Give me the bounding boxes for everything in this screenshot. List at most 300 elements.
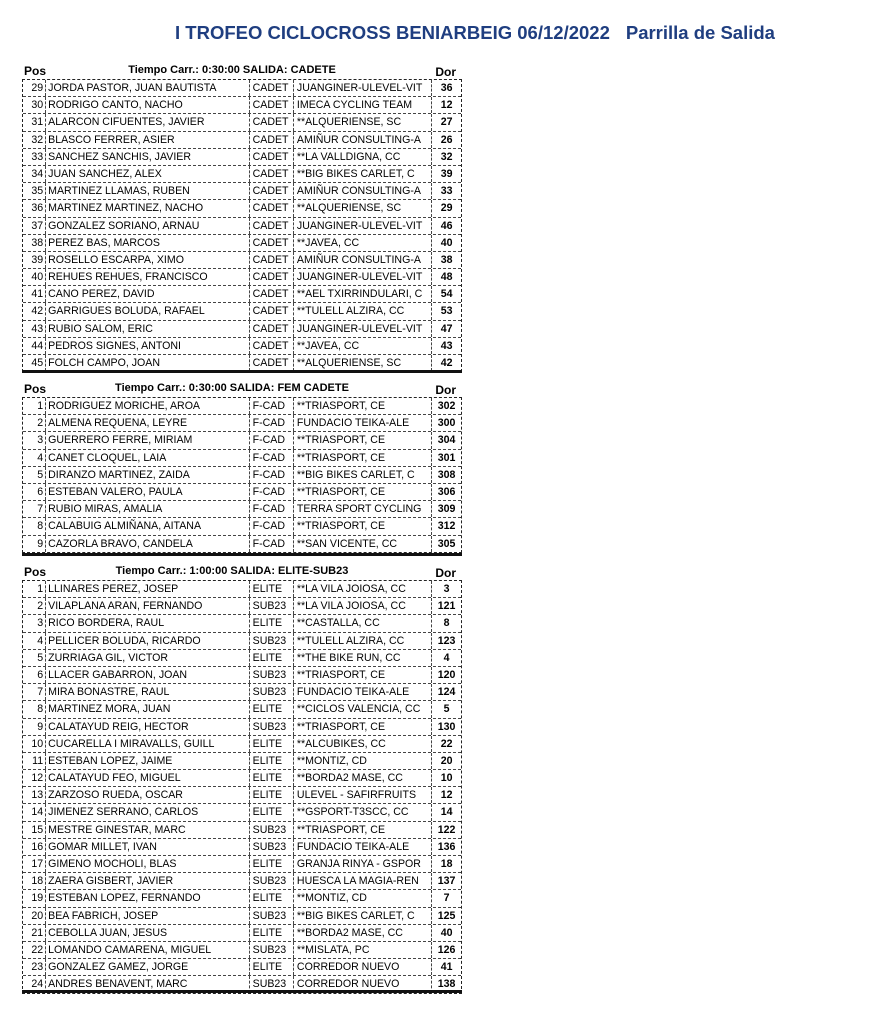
category-cell: ELITE <box>250 804 294 820</box>
table-row <box>23 908 461 925</box>
bib-number-cell: 300 <box>437 417 456 430</box>
position-cell: 35 <box>23 183 46 199</box>
section-divider <box>22 990 462 993</box>
table-row <box>23 398 461 415</box>
title-text: I TROFEO CICLOCROSS BENIARBEIG 06/12/2022 <box>175 22 610 43</box>
section-header <box>22 563 462 580</box>
section-heading: Tiempo Carr.: 1:00:00 SALIDA: ELITE-SUB23 <box>115 565 349 577</box>
table-row <box>23 166 461 183</box>
club-cell: **TRIASPORT, CE <box>294 822 432 838</box>
bib-number-cell: 123 <box>437 634 456 647</box>
table-row <box>23 633 461 650</box>
category-cell: CADET <box>250 303 294 319</box>
rider-name-cell: RUBIO MIRAS, AMALIA <box>46 501 249 517</box>
bib-number-cell: 18 <box>440 858 453 870</box>
rider-name-cell: DIRANZO MARTINEZ, ZAIDA <box>46 467 249 483</box>
category-cell: CADET <box>250 149 294 165</box>
club-cell: AMIÑUR CONSULTING-A <box>294 183 432 199</box>
table-row <box>23 132 461 149</box>
category-cell: SUB23 <box>250 598 294 614</box>
dor-column-header: Dor <box>435 566 456 580</box>
category-cell: CADET <box>250 166 294 182</box>
position-cell: 1 <box>23 398 46 414</box>
table-row <box>23 536 461 552</box>
bib-number-cell: 124 <box>437 686 456 699</box>
position-cell: 9 <box>23 536 46 552</box>
position-cell: 20 <box>23 908 46 924</box>
bib-number-cell: 10 <box>440 772 453 785</box>
position-cell: 8 <box>23 701 46 717</box>
table-row <box>23 355 461 371</box>
table-row <box>23 450 461 467</box>
category-cell: SUB23 <box>250 719 294 735</box>
table-row <box>23 650 461 667</box>
rider-name-cell: GUERRERO FERRE, MIRIAM <box>46 432 249 448</box>
rider-name-cell: FOLCH CAMPO, JOAN <box>46 355 249 371</box>
bib-number-cell: 7 <box>443 892 450 905</box>
club-cell: **SAN VICENTE, CC <box>294 536 432 552</box>
club-cell: FUNDACIO TEIKA-ALE <box>294 415 432 431</box>
category-cell: ELITE <box>250 959 294 975</box>
club-cell: **ALQUERIENSE, SC <box>294 114 432 130</box>
category-cell: F-CAD <box>250 467 294 483</box>
rider-name-cell: CANET CLOQUEL, LAIA <box>46 450 249 466</box>
table-row <box>23 839 461 856</box>
bib-number-cell: 309 <box>437 503 456 516</box>
rider-name-cell: GIMENO MOCHOLI, BLAS <box>46 856 249 872</box>
bib-number-cell: 301 <box>437 451 456 464</box>
position-cell: 15 <box>23 822 46 838</box>
club-cell: AMIÑUR CONSULTING-A <box>294 252 432 268</box>
table-row <box>23 252 461 269</box>
club-cell: JUANGINER-ULEVEL-VIT <box>294 321 432 337</box>
category-cell: SUB23 <box>250 667 294 683</box>
position-cell: 7 <box>23 501 46 517</box>
rider-name-cell: GONZALEZ GAMEZ, JORGE <box>46 959 249 975</box>
table-row <box>23 822 461 839</box>
position-cell: 38 <box>23 235 46 251</box>
category-cell: ELITE <box>250 890 294 906</box>
rider-name-cell: CANO PEREZ, DAVID <box>46 286 249 302</box>
position-cell: 5 <box>23 650 46 666</box>
club-cell: **ALCUBIKES, CC <box>294 736 432 752</box>
table-row <box>23 719 461 736</box>
bib-number-cell: 120 <box>437 668 456 681</box>
bib-number-cell: 126 <box>437 943 456 956</box>
club-cell: **TRIASPORT, CE <box>294 518 432 534</box>
rider-name-cell: ESTEBAN LOPEZ, FERNANDO <box>46 890 249 906</box>
table-row <box>23 787 461 804</box>
section-fem-cadete <box>22 380 462 553</box>
bib-number-cell: 3 <box>443 583 450 595</box>
position-cell: 39 <box>23 252 46 268</box>
club-cell: **TRIASPORT, CE <box>294 484 432 500</box>
club-cell: **BORDA2 MASE, CC <box>294 925 432 941</box>
position-cell: 1 <box>23 581 46 597</box>
bib-number-cell: 47 <box>440 322 453 335</box>
table-row <box>23 484 461 501</box>
position-cell: 29 <box>23 80 46 96</box>
position-cell: 6 <box>23 667 46 683</box>
rider-name-cell: RUBIO SALOM, ERIC <box>46 321 249 337</box>
bib-number-cell: 32 <box>440 150 453 163</box>
club-cell: **MISLATA, PC <box>294 942 432 958</box>
rider-name-cell: ESTEBAN VALERO, PAULA <box>46 484 249 500</box>
bib-number-cell: 130 <box>437 720 456 733</box>
table-row <box>23 615 461 632</box>
position-cell: 43 <box>23 321 46 337</box>
club-cell: FUNDACIO TEIKA-ALE <box>294 839 432 855</box>
position-cell: 42 <box>23 303 46 319</box>
category-cell: SUB23 <box>250 684 294 700</box>
position-cell: 21 <box>23 925 46 941</box>
category-cell: CADET <box>250 97 294 113</box>
category-cell: ELITE <box>250 856 294 872</box>
rider-name-cell: MIRA BONASTRE, RAUL <box>46 684 249 700</box>
rider-name-cell: VILAPLANA ARAN, FERNANDO <box>46 598 249 614</box>
table-row <box>23 114 461 131</box>
club-cell: JUANGINER-ULEVEL-VIT <box>294 80 432 96</box>
position-cell: 3 <box>23 615 46 631</box>
table-row <box>23 303 461 320</box>
club-cell: **TRIASPORT, CE <box>294 432 432 448</box>
club-cell: **MONTIZ, CD <box>294 753 432 769</box>
category-cell: CADET <box>250 235 294 251</box>
rider-name-cell: MARTINEZ MARTINEZ, NACHO <box>46 200 249 216</box>
position-cell: 8 <box>23 518 46 534</box>
position-cell: 13 <box>23 787 46 803</box>
position-cell: 6 <box>23 484 46 500</box>
position-cell: 34 <box>23 166 46 182</box>
table-row <box>23 598 461 615</box>
rider-name-cell: JORDA PASTOR, JUAN BAUTISTA <box>46 80 249 96</box>
club-cell: **TRIASPORT, CE <box>294 719 432 735</box>
table-row <box>23 432 461 449</box>
club-cell: IMECA CYCLING TEAM <box>294 97 432 113</box>
club-cell: **LA VALLDIGNA, CC <box>294 149 432 165</box>
club-cell: **ALQUERIENSE, SC <box>294 355 432 371</box>
position-cell: 45 <box>23 355 46 371</box>
position-cell: 31 <box>23 114 46 130</box>
bib-number-cell: 8 <box>443 617 450 630</box>
position-cell: 12 <box>23 770 46 786</box>
category-cell: SUB23 <box>250 633 294 649</box>
bib-number-cell: 302 <box>437 400 456 412</box>
bib-number-cell: 121 <box>437 600 456 613</box>
bib-number-cell: 22 <box>440 737 453 750</box>
rider-name-cell: ZARZOSO RUEDA, OSCAR <box>46 787 249 803</box>
club-cell: **THE BIKE RUN, CC <box>294 650 432 666</box>
position-cell: 3 <box>23 432 46 448</box>
category-cell: ELITE <box>250 753 294 769</box>
bib-number-cell: 42 <box>440 357 453 369</box>
table-row <box>23 684 461 701</box>
position-cell: 23 <box>23 959 46 975</box>
category-cell: ELITE <box>250 925 294 941</box>
table-row <box>23 269 461 286</box>
bib-number-cell: 43 <box>440 339 453 352</box>
club-cell: **LA VILA JOIOSA, CC <box>294 598 432 614</box>
rider-name-cell: RICO BORDERA, RAUL <box>46 615 249 631</box>
rider-name-cell: CALABUIG ALMIÑANA, AITANA <box>46 518 249 534</box>
rider-name-cell: JUAN SANCHEZ, ALEX <box>46 166 249 182</box>
rider-name-cell: ALMENA REQUENA, LEYRE <box>46 415 249 431</box>
rider-name-cell: RODRIGUEZ MORICHE, AROA <box>46 398 249 414</box>
rider-name-cell: ALARCON CIFUENTES, JAVIER <box>46 114 249 130</box>
bib-number-cell: 54 <box>440 288 453 301</box>
position-cell: 2 <box>23 598 46 614</box>
category-cell: F-CAD <box>250 415 294 431</box>
club-cell: **BIG BIKES CARLET, C <box>294 166 432 182</box>
club-cell: **AEL TXIRRINDULARI, C <box>294 286 432 302</box>
rider-name-cell: BLASCO FERRER, ASIER <box>46 132 249 148</box>
section-divider <box>22 553 462 556</box>
bib-number-cell: 40 <box>440 236 453 249</box>
table-row <box>23 890 461 907</box>
results-table <box>22 79 462 372</box>
position-cell: 11 <box>23 753 46 769</box>
table-row <box>23 338 461 355</box>
pos-column-header: Pos <box>24 64 47 78</box>
category-cell: CADET <box>250 355 294 371</box>
position-cell: 7 <box>23 684 46 700</box>
section-heading: Tiempo Carr.: 0:30:00 SALIDA: CADETE <box>128 64 336 76</box>
club-cell: **CASTALLA, CC <box>294 615 432 631</box>
table-row <box>23 467 461 484</box>
rider-name-cell: CALATAYUD REIG, HECTOR <box>46 719 249 735</box>
results-table <box>22 580 462 994</box>
category-cell: SUB23 <box>250 908 294 924</box>
position-cell: 40 <box>23 269 46 285</box>
position-cell: 36 <box>23 200 46 216</box>
club-cell: ULEVEL - SAFIRFRUITS <box>294 787 432 803</box>
bib-number-cell: 138 <box>437 978 456 991</box>
position-cell: 4 <box>23 633 46 649</box>
club-cell: **JAVEA, CC <box>294 235 432 251</box>
bib-number-cell: 4 <box>443 651 450 664</box>
bib-number-cell: 5 <box>443 703 450 716</box>
club-cell: **BIG BIKES CARLET, C <box>294 908 432 924</box>
club-cell: **TULELL ALZIRA, CC <box>294 303 432 319</box>
dor-column-header: Dor <box>435 65 456 79</box>
rider-name-cell: PEDROS SIGNES, ANTONI <box>46 338 249 354</box>
section-header <box>22 380 462 397</box>
table-row <box>23 97 461 114</box>
bib-number-cell: 40 <box>440 926 453 939</box>
bib-number-cell: 125 <box>437 909 456 922</box>
rider-name-cell: GARRIGUES BOLUDA, RAFAEL <box>46 303 249 319</box>
position-cell: 10 <box>23 736 46 752</box>
rider-name-cell: ROSELLO ESCARPA, XIMO <box>46 252 249 268</box>
bib-number-cell: 136 <box>437 840 456 853</box>
club-cell: CORREDOR NUEVO <box>294 976 432 992</box>
category-cell: ELITE <box>250 615 294 631</box>
bib-number-cell: 137 <box>437 875 456 888</box>
club-cell: **TRIASPORT, CE <box>294 450 432 466</box>
category-cell: CADET <box>250 252 294 268</box>
position-cell: 2 <box>23 415 46 431</box>
club-cell: JUANGINER-ULEVEL-VIT <box>294 269 432 285</box>
table-row <box>23 856 461 873</box>
position-cell: 33 <box>23 149 46 165</box>
bib-number-cell: 26 <box>440 133 453 146</box>
pos-column-header: Pos <box>24 565 47 579</box>
category-cell: CADET <box>250 321 294 337</box>
position-cell: 24 <box>23 976 46 992</box>
category-cell: F-CAD <box>250 536 294 552</box>
club-cell: **BORDA2 MASE, CC <box>294 770 432 786</box>
category-cell: ELITE <box>250 650 294 666</box>
rider-name-cell: RODRIGO CANTO, NACHO <box>46 97 249 113</box>
club-cell: TERRA SPORT CYCLING <box>294 501 432 517</box>
rider-name-cell: LLACER GABARRON, JOAN <box>46 667 249 683</box>
category-cell: SUB23 <box>250 839 294 855</box>
section-cadete <box>22 62 462 372</box>
category-cell: ELITE <box>250 701 294 717</box>
category-cell: ELITE <box>250 787 294 803</box>
category-cell: SUB23 <box>250 976 294 992</box>
club-cell: AMIÑUR CONSULTING-A <box>294 132 432 148</box>
table-row <box>23 501 461 518</box>
category-cell: F-CAD <box>250 450 294 466</box>
section-heading: Tiempo Carr.: 0:30:00 SALIDA: FEM CADETE <box>115 382 349 394</box>
section-header <box>22 62 462 79</box>
rider-name-cell: JIMENEZ SERRANO, CARLOS <box>46 804 249 820</box>
club-cell: JUANGINER-ULEVEL-VIT <box>294 218 432 234</box>
club-cell: **ALQUERIENSE, SC <box>294 200 432 216</box>
bib-number-cell: 38 <box>440 253 453 266</box>
results-table <box>22 397 462 553</box>
rider-name-cell: GONZALEZ SORIANO, ARNAU <box>46 218 249 234</box>
rider-name-cell: LLINARES PEREZ, JOSEP <box>46 581 249 597</box>
category-cell: F-CAD <box>250 432 294 448</box>
category-cell: CADET <box>250 286 294 302</box>
category-cell: CADET <box>250 114 294 130</box>
rider-name-cell: LOMANDO CAMARENA, MIGUEL <box>46 942 249 958</box>
bib-number-cell: 20 <box>440 754 453 767</box>
category-cell: SUB23 <box>250 822 294 838</box>
position-cell: 22 <box>23 942 46 958</box>
table-row <box>23 286 461 303</box>
bib-number-cell: 312 <box>437 520 456 533</box>
position-cell: 14 <box>23 804 46 820</box>
category-cell: ELITE <box>250 581 294 597</box>
position-cell: 17 <box>23 856 46 872</box>
category-cell: CADET <box>250 132 294 148</box>
club-cell: **GSPORT-T3SCC, CC <box>294 804 432 820</box>
table-row <box>23 218 461 235</box>
table-row <box>23 581 461 598</box>
table-row <box>23 518 461 535</box>
bib-number-cell: 48 <box>440 271 453 284</box>
table-row <box>23 925 461 942</box>
position-cell: 30 <box>23 97 46 113</box>
category-cell: CADET <box>250 269 294 285</box>
table-row <box>23 149 461 166</box>
bib-number-cell: 27 <box>440 116 453 129</box>
table-row <box>23 873 461 890</box>
rider-name-cell: GOMAR MILLET, IVAN <box>46 839 249 855</box>
rider-name-cell: PELLICER BOLUDA, RICARDO <box>46 633 249 649</box>
table-row <box>23 415 461 432</box>
category-cell: SUB23 <box>250 942 294 958</box>
dor-column-header: Dor <box>435 383 456 397</box>
category-cell: CADET <box>250 218 294 234</box>
bib-number-cell: 33 <box>440 185 453 198</box>
table-row <box>23 753 461 770</box>
category-cell: ELITE <box>250 736 294 752</box>
bib-number-cell: 306 <box>437 485 456 498</box>
table-row <box>23 942 461 959</box>
club-cell: **JAVEA, CC <box>294 338 432 354</box>
rider-name-cell: ZURRIAGA GIL, VICTOR <box>46 650 249 666</box>
section-divider <box>22 370 462 373</box>
club-cell: **TULELL ALZIRA, CC <box>294 633 432 649</box>
position-cell: 4 <box>23 450 46 466</box>
club-cell: **TRIASPORT, CE <box>294 398 432 414</box>
position-cell: 18 <box>23 873 46 889</box>
position-cell: 44 <box>23 338 46 354</box>
table-row <box>23 80 461 97</box>
table-row <box>23 321 461 338</box>
club-cell: **TRIASPORT, CE <box>294 667 432 683</box>
bib-number-cell: 14 <box>440 806 453 819</box>
rider-name-cell: SANCHEZ SANCHIS, JAVIER <box>46 149 249 165</box>
club-cell: **BIG BIKES CARLET, C <box>294 467 432 483</box>
bib-number-cell: 41 <box>440 961 453 974</box>
club-cell: FUNDACIO TEIKA-ALE <box>294 684 432 700</box>
table-row <box>23 183 461 200</box>
bib-number-cell: 304 <box>437 434 456 447</box>
bib-number-cell: 29 <box>440 202 453 215</box>
category-cell: SUB23 <box>250 873 294 889</box>
rider-name-cell: REHUES REHUES, FRANCISCO <box>46 269 249 285</box>
rider-name-cell: MARTINEZ MORA, JUAN <box>46 701 249 717</box>
position-cell: 32 <box>23 132 46 148</box>
subtitle-text: Parrilla de Salida <box>625 22 775 43</box>
rider-name-cell: CALATAYUD FEO, MIGUEL <box>46 770 249 786</box>
category-cell: F-CAD <box>250 484 294 500</box>
rider-name-cell: ESTEBAN LOPEZ, JAIME <box>46 753 249 769</box>
category-cell: ELITE <box>250 770 294 786</box>
bib-number-cell: 12 <box>440 789 453 802</box>
position-cell: 9 <box>23 719 46 735</box>
club-cell: HUESCA LA MAGIA-REN <box>294 873 432 889</box>
category-cell: CADET <box>250 183 294 199</box>
page-title <box>175 22 775 44</box>
rider-name-cell: ANDRES BENAVENT, MARC <box>46 976 249 992</box>
category-cell: CADET <box>250 200 294 216</box>
section-elite-sub23 <box>22 563 462 994</box>
category-cell: F-CAD <box>250 501 294 517</box>
bib-number-cell: 12 <box>440 99 453 112</box>
club-cell: **CICLOS VALENCIA, CC <box>294 701 432 717</box>
rider-name-cell: BEA FABRICH, JOSEP <box>46 908 249 924</box>
bib-number-cell: 46 <box>440 219 453 232</box>
club-cell: GRANJA RINYA - GSPOR <box>294 856 432 872</box>
rider-name-cell: CUCARELLA I MIRAVALLS, GUILL <box>46 736 249 752</box>
table-row <box>23 959 461 976</box>
bib-number-cell: 305 <box>437 537 456 550</box>
bib-number-cell: 122 <box>437 823 456 836</box>
table-row <box>23 235 461 252</box>
position-cell: 37 <box>23 218 46 234</box>
rider-name-cell: MARTINEZ LLAMAS, RUBEN <box>46 183 249 199</box>
rider-name-cell: ZAERA GISBERT, JAVIER <box>46 873 249 889</box>
bib-number-cell: 39 <box>440 167 453 180</box>
table-row <box>23 736 461 753</box>
table-row <box>23 804 461 821</box>
